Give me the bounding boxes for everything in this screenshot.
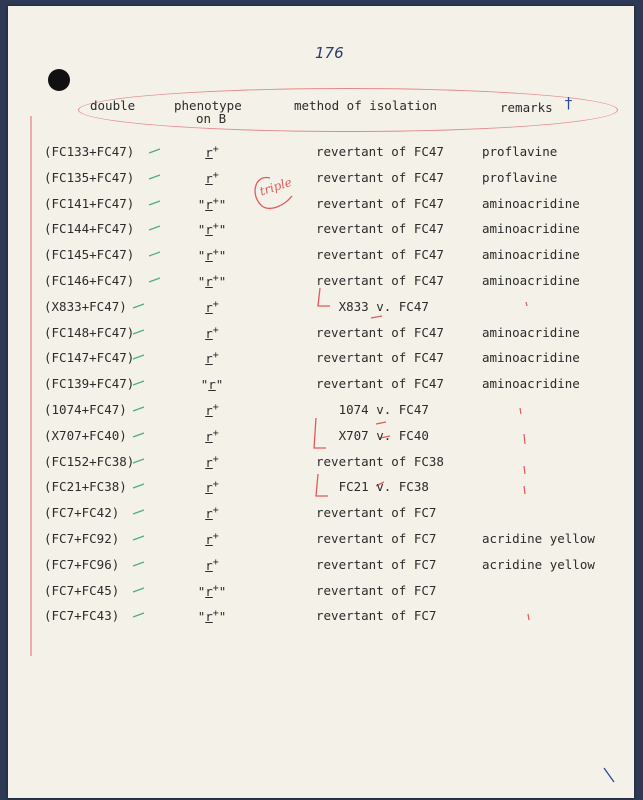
phenotype-symbol: r	[205, 532, 213, 547]
phenotype-symbol: r	[205, 299, 213, 315]
phenotype-symbol: r	[205, 196, 213, 212]
phenotype-cell	[190, 531, 234, 547]
phenotype-quote-open: "	[197, 248, 206, 264]
phenotype-cell	[190, 376, 234, 392]
phenotype-symbol: r	[205, 428, 213, 444]
phenotype-cell	[190, 325, 234, 341]
table-row	[8, 505, 634, 531]
dagger-mark: †	[564, 94, 574, 112]
remarks-cell: aminoacridine	[482, 350, 580, 366]
table-row	[8, 247, 634, 273]
phenotype-symbol: r	[205, 274, 213, 289]
phenotype-cell	[190, 196, 234, 212]
double-cell: (1074+FC47)	[44, 402, 127, 417]
phenotype-symbol: r	[205, 170, 213, 186]
header-phenotype-sub: on B	[196, 111, 227, 126]
phenotype-cell	[190, 299, 234, 315]
method-cell: revertant of FC47	[316, 350, 444, 366]
phenotype-superscript: +	[212, 453, 219, 465]
phenotype-cell	[190, 273, 234, 289]
method-cell: revertant of FC47	[316, 273, 444, 288]
table-row	[8, 376, 634, 402]
phenotype-superscript: +	[212, 195, 219, 207]
remarks-cell: aminoacridine	[482, 247, 580, 263]
phenotype-symbol: r	[205, 609, 213, 625]
phenotype-symbol: r	[205, 557, 213, 573]
phenotype-symbol: r	[205, 351, 213, 367]
phenotype-quote-open: "	[197, 609, 206, 625]
phenotype-symbol: r	[205, 454, 213, 470]
phenotype-symbol: r	[205, 583, 213, 599]
table-row	[8, 428, 634, 454]
table-row	[8, 557, 634, 583]
method-cell: revertant of FC47	[316, 221, 444, 237]
phenotype-quote-close: "	[218, 248, 227, 264]
double-cell: (FC7+FC92)	[44, 531, 120, 546]
phenotype-symbol: r	[205, 480, 213, 496]
check-tick-icon	[132, 352, 145, 362]
table-row	[8, 350, 634, 376]
check-tick-icon	[148, 223, 161, 233]
remarks-cell: aminoacridine	[482, 376, 580, 392]
check-tick-icon	[132, 378, 145, 388]
phenotype-cell	[190, 350, 234, 366]
phenotype-cell	[190, 221, 234, 237]
phenotype-superscript: +	[212, 298, 219, 310]
check-tick-icon	[132, 404, 145, 414]
check-tick-icon	[148, 198, 161, 208]
method-cell: revertant of FC47	[316, 144, 444, 159]
method-cell: revertant of FC7	[316, 582, 437, 598]
check-tick-icon	[132, 301, 145, 311]
double-cell: (FC7+FC96)	[44, 556, 120, 572]
phenotype-quote-close: "	[218, 196, 227, 212]
phenotype-cell	[190, 402, 234, 418]
phenotype-superscript: +	[212, 247, 219, 259]
table-row	[8, 299, 634, 325]
double-cell: (FC141+FC47)	[44, 195, 135, 211]
phenotype-superscript: +	[212, 169, 219, 181]
method-cell: 1074 v. FC47	[316, 402, 429, 417]
check-tick-icon	[132, 430, 145, 440]
double-cell: (FC7+FC45)	[44, 582, 120, 598]
double-cell: (FC21+FC38)	[44, 479, 127, 495]
remarks-cell: acridine yellow	[482, 531, 595, 546]
phenotype-symbol: r	[205, 506, 213, 522]
phenotype-cell	[190, 454, 234, 470]
annotation-text: triple	[257, 174, 294, 199]
method-cell: revertant of FC47	[316, 195, 444, 211]
table-row	[8, 608, 634, 634]
method-cell: revertant of FC38	[316, 453, 444, 469]
header-method: method of isolation	[294, 98, 437, 113]
phenotype-quote-close: "	[218, 609, 227, 625]
phenotype-cell	[190, 247, 234, 263]
method-cell: revertant of FC47	[316, 376, 444, 392]
check-tick-icon	[132, 456, 145, 466]
phenotype-cell	[190, 479, 234, 495]
phenotype-cell	[190, 170, 234, 186]
phenotype-superscript: +	[212, 427, 219, 439]
check-tick-icon	[132, 507, 145, 517]
phenotype-quote-close: "	[218, 274, 227, 289]
phenotype-superscript: +	[212, 324, 219, 336]
phenotype-symbol: r	[205, 248, 213, 264]
phenotype-superscript: +	[212, 350, 219, 362]
phenotype-cell	[190, 608, 234, 624]
header-double: double	[90, 98, 136, 113]
phenotype-cell	[190, 144, 234, 160]
double-cell: (FC152+FC38)	[44, 453, 135, 469]
document-page	[8, 6, 634, 798]
table-row	[8, 531, 634, 557]
phenotype-quote-close: "	[215, 377, 224, 393]
double-cell: (FC135+FC47)	[44, 169, 135, 185]
phenotype-symbol: r	[205, 403, 213, 418]
method-cell: revertant of FC47	[316, 324, 444, 340]
method-cell: FC21 v. FC38	[316, 479, 429, 495]
method-cell: revertant of FC7	[316, 531, 437, 546]
remarks-cell: aminoacridine	[482, 195, 580, 211]
phenotype-cell	[190, 557, 234, 573]
double-cell: (FC148+FC47)	[44, 324, 135, 340]
double-cell: (FC133+FC47)	[44, 144, 135, 159]
check-tick-icon	[132, 559, 145, 569]
phenotype-symbol: r	[208, 377, 216, 393]
phenotype-superscript: +	[212, 505, 219, 517]
phenotype-superscript: +	[212, 402, 219, 413]
double-cell: (FC139+FC47)	[44, 376, 135, 392]
phenotype-superscript: +	[212, 221, 219, 233]
phenotype-cell	[190, 583, 234, 599]
table-row	[8, 454, 634, 480]
double-cell: (FC147+FC47)	[44, 350, 135, 366]
remarks-cell: aminoacridine	[482, 324, 580, 340]
check-tick-icon	[148, 146, 161, 156]
table-row	[8, 170, 634, 196]
phenotype-quote-close: "	[218, 222, 227, 238]
phenotype-quote-open: "	[197, 222, 206, 238]
check-tick-icon	[148, 275, 161, 285]
check-tick-icon	[132, 327, 145, 337]
table-row	[8, 402, 634, 428]
table-row	[8, 583, 634, 609]
check-tick-icon	[132, 585, 145, 595]
method-cell: X707 v. FC40	[316, 427, 429, 443]
table-row	[8, 479, 634, 505]
remarks-cell: aminoacridine	[482, 221, 580, 237]
phenotype-superscript: +	[212, 556, 219, 568]
remarks-cell: proflavine	[482, 144, 558, 159]
method-cell: revertant of FC47	[316, 169, 444, 185]
phenotype-quote-open: "	[197, 583, 206, 599]
phenotype-superscript: +	[212, 479, 219, 491]
phenotype-symbol: r	[205, 222, 213, 238]
phenotype-superscript: +	[212, 608, 219, 620]
page-number: 176	[315, 44, 344, 62]
check-tick-icon	[132, 610, 145, 620]
phenotype-quote-open: "	[197, 274, 206, 289]
header-phenotype: phenotype	[174, 98, 242, 113]
double-cell: (FC144+FC47)	[44, 221, 135, 237]
table-row	[8, 325, 634, 351]
phenotype-cell	[190, 505, 234, 521]
double-cell: (FC7+FC43)	[44, 608, 120, 624]
method-cell: revertant of FC47	[316, 247, 444, 263]
remarks-cell: proflavine	[482, 169, 558, 185]
table-row	[8, 273, 634, 299]
phenotype-cell	[190, 428, 234, 444]
double-cell: (FC145+FC47)	[44, 247, 135, 263]
header-remarks: remarks	[500, 100, 553, 115]
check-tick-icon	[148, 249, 161, 259]
phenotype-quote-close: "	[218, 583, 227, 599]
check-tick-icon	[132, 481, 145, 491]
phenotype-superscript: +	[212, 531, 219, 542]
phenotype-superscript: +	[212, 144, 219, 155]
double-cell: (X833+FC47)	[44, 298, 127, 314]
method-cell: revertant of FC7	[316, 608, 437, 624]
phenotype-superscript: +	[212, 582, 219, 594]
method-cell: X833 v. FC47	[316, 298, 429, 314]
table-row	[8, 221, 634, 247]
remarks-cell: aminoacridine	[482, 273, 580, 288]
method-cell: revertant of FC7	[316, 556, 437, 572]
phenotype-quote-open: "	[200, 377, 209, 393]
double-cell: (X707+FC40)	[44, 427, 127, 443]
check-tick-icon	[132, 533, 145, 543]
table-row	[8, 196, 634, 222]
remarks-cell: acridine yellow	[482, 556, 595, 572]
double-cell: (FC146+FC47)	[44, 273, 135, 288]
double-cell: (FC7+FC42)	[44, 505, 120, 521]
check-tick-icon	[148, 172, 161, 182]
phenotype-symbol: r	[205, 325, 213, 341]
phenotype-superscript: +	[212, 273, 219, 284]
phenotype-quote-open: "	[197, 196, 206, 212]
table-row	[8, 144, 634, 170]
phenotype-symbol: r	[205, 145, 213, 160]
method-cell: revertant of FC7	[316, 505, 437, 521]
